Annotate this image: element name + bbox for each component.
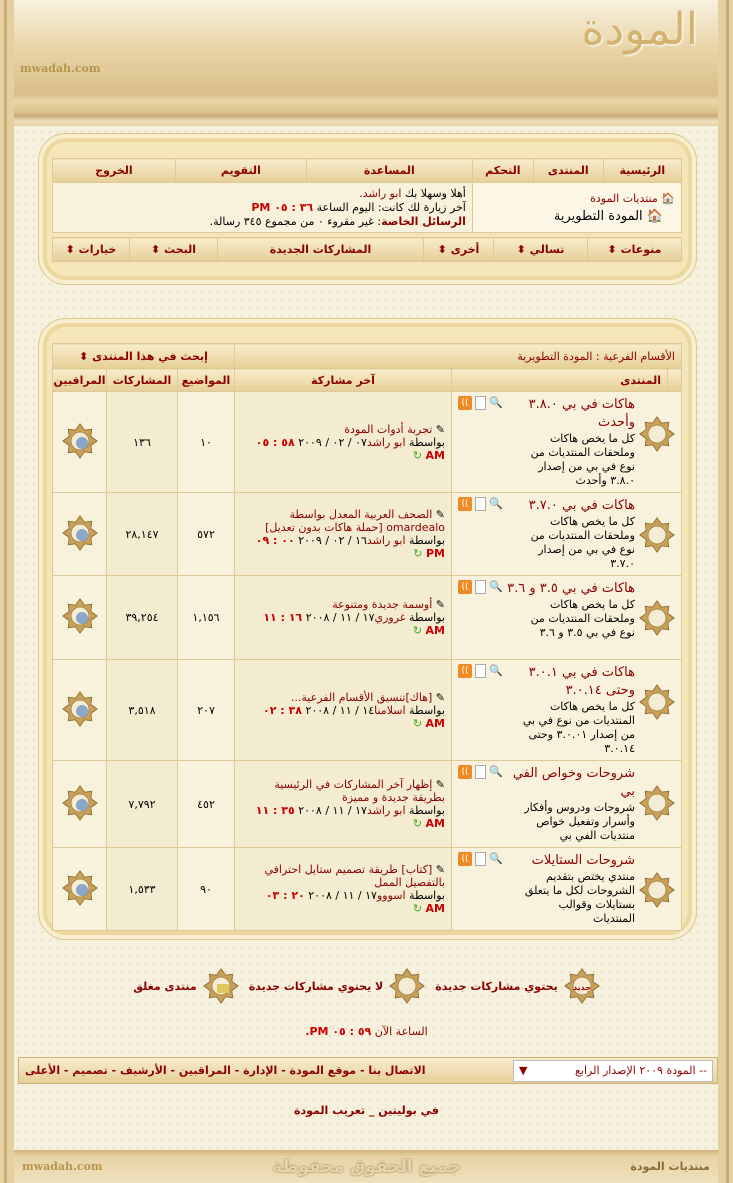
thread-count: ١,١٥٦: [178, 576, 235, 660]
current-time: الساعة الآن ٥٩ : ٠٥ PM.: [305, 1025, 428, 1038]
last-post-date: ١٤ / ١١ / ٢٠٠٨: [305, 703, 375, 717]
thread-count: ٤٥٢: [178, 761, 235, 848]
username-link[interactable]: ابو راشد: [362, 186, 402, 200]
pen-icon: ✎: [435, 422, 445, 436]
moderators-cell: [53, 576, 107, 660]
nav-help[interactable]: المساعدة: [306, 159, 472, 183]
table-row: [53, 848, 682, 931]
site-url: mwadah.com: [20, 62, 101, 75]
last-post-time: ١٦ : ١١: [263, 611, 303, 624]
forum-title-link[interactable]: هاكات في بي ٣.٥ و ٣.٦: [507, 581, 635, 596]
last-post-cell: ✎ أوسمة جديدة ومتنوعة بواسطة غروري١٧ / ١١ / ٢٠٠٨ ١٦ : ١١ AM ↻: [235, 576, 452, 660]
col-last-post: آخر مشاركة: [235, 369, 452, 392]
bottom-bar: [14, 1150, 718, 1183]
nav-fun[interactable]: تسالي ⬍: [494, 238, 588, 262]
credit-text: في بوليتين _ تعريب المودة: [294, 1104, 439, 1117]
nav-search[interactable]: البحث ⬍: [130, 238, 218, 262]
search-icon[interactable]: 🔍: [489, 396, 503, 409]
home-icon: 🏠: [661, 191, 675, 205]
post-count: ٣,٥١٨: [107, 660, 178, 761]
table-row: [53, 761, 682, 848]
last-post-title[interactable]: تجربة أدوات المودة: [344, 422, 433, 436]
document-icon[interactable]: [475, 664, 486, 678]
home-icon: 🏠: [646, 208, 663, 224]
post-count: ٧,٧٩٢: [107, 761, 178, 848]
go-to-last-post-icon[interactable]: ↻: [413, 547, 423, 560]
last-post-user[interactable]: غروري: [374, 611, 406, 624]
last-post-user[interactable]: ابو راشد: [366, 804, 406, 817]
last-post-cell: ✎ تجربة أدوات المودة بواسطة ابو راشد٠٧ / ٠٢ / ٢٠٠٩ ٥٨ : ٠٥ AM ↻: [235, 392, 452, 493]
last-post-time: ٣٨ : ٠٢: [263, 703, 302, 717]
document-icon[interactable]: [475, 765, 486, 779]
search-icon[interactable]: 🔍: [489, 664, 503, 677]
rss-icon[interactable]: )): [458, 852, 472, 866]
last-post-title[interactable]: الصحف العربية المعدل بواسطة omardealo [حملة هاكات بدون تعديل]: [265, 508, 445, 534]
col-moderators: المراقبين: [53, 369, 107, 392]
table-row: [53, 576, 682, 660]
no-new-posts-icon: [389, 968, 425, 1004]
rss-icon[interactable]: )): [458, 497, 472, 511]
last-post-title[interactable]: [هاك]تنسيق الأقسام الفرعية...: [290, 690, 433, 704]
rss-icon[interactable]: )): [458, 765, 472, 779]
forum-description: كل ما يخص هاكات وملحقات المنتديات من نوع في بي ٣.٥ و ٣.٦: [530, 598, 635, 639]
moderators-cell: [53, 392, 107, 493]
last-post-date: ٠٧ / ٠٢ / ٢٠٠٩: [298, 435, 367, 449]
pen-icon: ✎: [435, 508, 445, 521]
nav-usercp[interactable]: التحكم: [472, 159, 533, 183]
table-row: [53, 493, 682, 576]
thread-count: ٩٠: [178, 848, 235, 931]
pen-icon: ✎: [435, 778, 445, 791]
moderators-icon[interactable]: [62, 691, 98, 727]
bottom-site-url: mwadah.com: [22, 1160, 103, 1173]
nav-other[interactable]: أخرى ⬍: [424, 238, 494, 262]
forum-cell: [452, 392, 682, 493]
subforums-title: الأقسام الفرعية : المودة التطويرية: [235, 344, 682, 369]
last-post-cell: ✎ إظهار آخر المشاركات في الرئيسية بطريقة جديدة و مميزة بواسطة ابو راشد١٧ / ١١ / ٢٠٠٨ ٣٥ : ١١ AM ↻: [235, 761, 452, 848]
moderators-cell: [53, 660, 107, 761]
col-posts: المشاركات: [107, 369, 178, 392]
nav-misc[interactable]: منوعات ⬍: [588, 238, 682, 262]
forum-description: كل ما يخص هاكات وملحقات المنتديات من نوع في بي من إصدار ٣.٧.٠: [530, 515, 635, 570]
breadcrumb: [472, 183, 681, 233]
breadcrumb-home[interactable]: منتديات المودة: [590, 191, 658, 205]
navbar: [52, 158, 682, 233]
document-icon[interactable]: [475, 580, 486, 594]
last-post-user[interactable]: ابو راشد: [366, 435, 406, 449]
footer-bar: [18, 1057, 718, 1084]
last-post-date: ١٦ / ٠٢ / ٢٠٠٩: [298, 534, 367, 547]
table-header: [53, 369, 682, 392]
moderators-icon[interactable]: [62, 870, 98, 906]
svg-text:جديد: جديد: [572, 983, 591, 992]
forum-status-icon: [639, 785, 675, 821]
forum-cell: [452, 576, 682, 660]
rss-icon[interactable]: )): [458, 396, 472, 410]
last-post-date: ١٧ / ١١ / ٢٠٠٨: [308, 889, 377, 902]
forum-description: كل ما يخص هاكات المنتديات من نوع في بي من إصدار ٣.٠.٠١ وحتى ٣.٠.١٤: [522, 700, 635, 755]
last-post-title[interactable]: أوسمة جديدة ومتنوعة: [332, 598, 433, 611]
thread-count: ٥٧٢: [178, 493, 235, 576]
copyright: جميع الحقوق محفوظة: [272, 1156, 461, 1177]
forum-title-link[interactable]: هاكات في بي ٣.٧.٠: [528, 498, 635, 513]
last-post-title[interactable]: إظهار آخر المشاركات في الرئيسية بطريقة جديدة و مميزة: [274, 778, 445, 804]
moderators-icon[interactable]: [62, 515, 98, 551]
moderators-icon[interactable]: [62, 785, 98, 821]
last-post-time: ٥٨ : ٠٥: [255, 435, 295, 449]
last-post-cell: ✎ [هاك]تنسيق الأقسام الفرعية... بواسطة اسلامنا١٤ / ١١ / ٢٠٠٨ ٣٨ : ٠٢ AM ↻: [235, 660, 452, 761]
last-post-title[interactable]: [كتاب] طريقة تصميم ستايل احترافي بالتفصيل الممل: [264, 863, 445, 889]
document-icon[interactable]: [475, 852, 486, 866]
last-post-user[interactable]: اسووو: [376, 889, 406, 902]
rss-icon[interactable]: )): [458, 580, 472, 594]
go-to-last-post-icon[interactable]: ↻: [412, 624, 423, 637]
pen-icon: ✎: [435, 863, 445, 876]
last-post-user[interactable]: ابو راشد: [366, 534, 406, 547]
moderators-cell: [53, 848, 107, 931]
moderators-icon[interactable]: [62, 598, 98, 634]
forum-cell: [452, 660, 682, 761]
col-threads: المواضيع: [178, 369, 235, 392]
bottom-site-name: منتديات المودة: [630, 1160, 710, 1173]
sub-navbar: [52, 237, 682, 262]
go-to-last-post-icon[interactable]: ↻: [412, 716, 423, 730]
lock-icon: [203, 968, 239, 1004]
table-row: [53, 660, 682, 761]
post-count: ١,٥٣٣: [107, 848, 178, 931]
welcome-box: أهلا وسهلا بك ابو راشد. آخر زيارة لك كانت: اليوم الساعة ٣٦ : ٠٥ PM الرسائل الخاصة: غير مقروء ٠ من مجموع ٣٤٥ رسالة.: [53, 183, 473, 233]
legend-closed: منتدى مغلق: [133, 979, 197, 993]
moderators-cell: [53, 761, 107, 848]
forum-description: كل ما يخص هاكات وملحقات المنتديات من نوع في بي من إصدار ٣.٨.٠ وأحدث: [530, 432, 635, 487]
last-post-cell: ✎ الصحف العربية المعدل بواسطة omardealo [حملة هاكات بدون تعديل] بواسطة ابو راشد١٦ / ٠٢ / ٢٠٠٩ ٠٠ : ٠٩ PM ↻: [235, 493, 452, 576]
forum-table: [52, 343, 682, 931]
thread-count: ٢٠٧: [178, 660, 235, 761]
post-count: ٣٩,٢٥٤: [107, 576, 178, 660]
breadcrumb-current: المودة التطويرية: [553, 208, 643, 224]
forum-title-link[interactable]: هاكات في بي ٣.٨.٠ وأحدث: [528, 397, 635, 430]
forum-description: شروحات ودروس وأفكار وأسرار وتفعيل خواص منتديات الفي بي: [524, 801, 635, 842]
moderators-icon[interactable]: [62, 423, 98, 459]
go-to-last-post-icon[interactable]: ↻: [412, 448, 423, 462]
forum-title-link[interactable]: هاكات في بي ٣.٠.١ وحتى ٣.٠.١٤: [528, 665, 635, 698]
document-icon[interactable]: [475, 497, 486, 511]
dropdown-arrow-icon: ▼: [519, 1064, 528, 1077]
rss-icon[interactable]: )): [458, 664, 472, 678]
site-header: [14, 0, 718, 126]
style-chooser-select[interactable]: -- المودة ٢٠٠٩ الإصدار الرابع ▼: [513, 1060, 713, 1082]
pen-icon: ✎: [435, 690, 445, 704]
forum-status-icon: [639, 684, 675, 720]
icon-legend: [0, 968, 733, 1004]
forum-title-link[interactable]: شروحات الستايلات: [531, 853, 635, 868]
private-messages-link[interactable]: الرسائل الخاصة: [381, 214, 466, 228]
nav-home[interactable]: الرئيسية: [603, 159, 681, 183]
nav-forum[interactable]: المنتدى: [533, 159, 603, 183]
last-post-cell: ✎ [كتاب] طريقة تصميم ستايل احترافي بالتفصيل الممل بواسطة اسووو١٧ / ١١ / ٢٠٠٨ ٢٠ : ٠٣ AM ↻: [235, 848, 452, 931]
nav-calendar[interactable]: التقويم: [175, 159, 306, 183]
last-post-user[interactable]: اسلامنا: [374, 703, 406, 717]
document-icon[interactable]: [475, 396, 486, 410]
legend-no-new: لا يحتوي مشاركات جديدة: [248, 979, 384, 993]
search-forum-button[interactable]: إبحث في هذا المنتدى ⬍: [53, 344, 235, 369]
forum-status-icon: [639, 517, 675, 553]
last-post-time: ٣٥ : ١١: [255, 804, 295, 817]
nav-logout[interactable]: الخروج: [53, 159, 176, 183]
forum-cell: [452, 848, 682, 931]
forum-cell: [452, 493, 682, 576]
search-icon[interactable]: 🔍: [489, 765, 503, 778]
pm-text: : غير مقروء ٠ من مجموع ٣٤٥ رسالة.: [209, 214, 382, 228]
nav-options[interactable]: خيارات ⬍: [53, 238, 130, 262]
pen-icon: ✎: [435, 598, 445, 611]
forum-status-icon: [639, 872, 675, 908]
go-to-last-post-icon[interactable]: ↻: [412, 902, 423, 915]
go-to-last-post-icon[interactable]: ↻: [412, 817, 423, 830]
legend-new: يحتوي مشاركات جديدة: [435, 979, 558, 993]
forum-description: منتدي يختص بتقديم الشروحات لكل ما يتعلق بستايلات وقوالب المنتديات: [524, 870, 635, 925]
top-nav: [53, 159, 682, 183]
forum-status-icon: [639, 600, 675, 636]
last-post-date: ١٧ / ١١ / ٢٠٠٨: [298, 804, 367, 817]
col-forum: المنتدى: [452, 369, 668, 392]
forum-cell: [452, 761, 682, 848]
moderators-cell: [53, 493, 107, 576]
footer-links[interactable]: الاتصال بنا - موقع المودة - الإدارة - المراقبين - الأرشيف - تصميم - الأعلى: [25, 1064, 426, 1077]
new-posts-icon: [564, 968, 600, 1004]
site-logo[interactable]: المودة: [581, 4, 698, 55]
last-post-time: ٠٠ : ٠٩: [255, 534, 295, 547]
greeting: أهلا وسهلا بك: [404, 186, 466, 200]
last-visit-time: ٣٦ : ٠٥ PM: [251, 200, 314, 214]
post-count: ١٣٦: [107, 392, 178, 493]
search-icon[interactable]: 🔍: [489, 852, 503, 865]
search-icon[interactable]: 🔍: [489, 497, 503, 510]
forum-status-icon: [639, 416, 675, 452]
post-count: ٢٨,١٤٧: [107, 493, 178, 576]
last-post-time: ٢٠ : ٠٣: [265, 889, 305, 902]
last-visit-label: آخر زيارة لك كانت: اليوم الساعة: [316, 200, 466, 214]
forum-title-link[interactable]: شروحات وخواص الفي بي: [512, 766, 635, 799]
table-row: [53, 392, 682, 493]
search-icon[interactable]: 🔍: [489, 580, 503, 593]
thread-count: ١٠: [178, 392, 235, 493]
last-post-date: ١٧ / ١١ / ٢٠٠٨: [305, 611, 375, 624]
nav-new-posts[interactable]: المشاركات الجديدة: [218, 238, 424, 262]
